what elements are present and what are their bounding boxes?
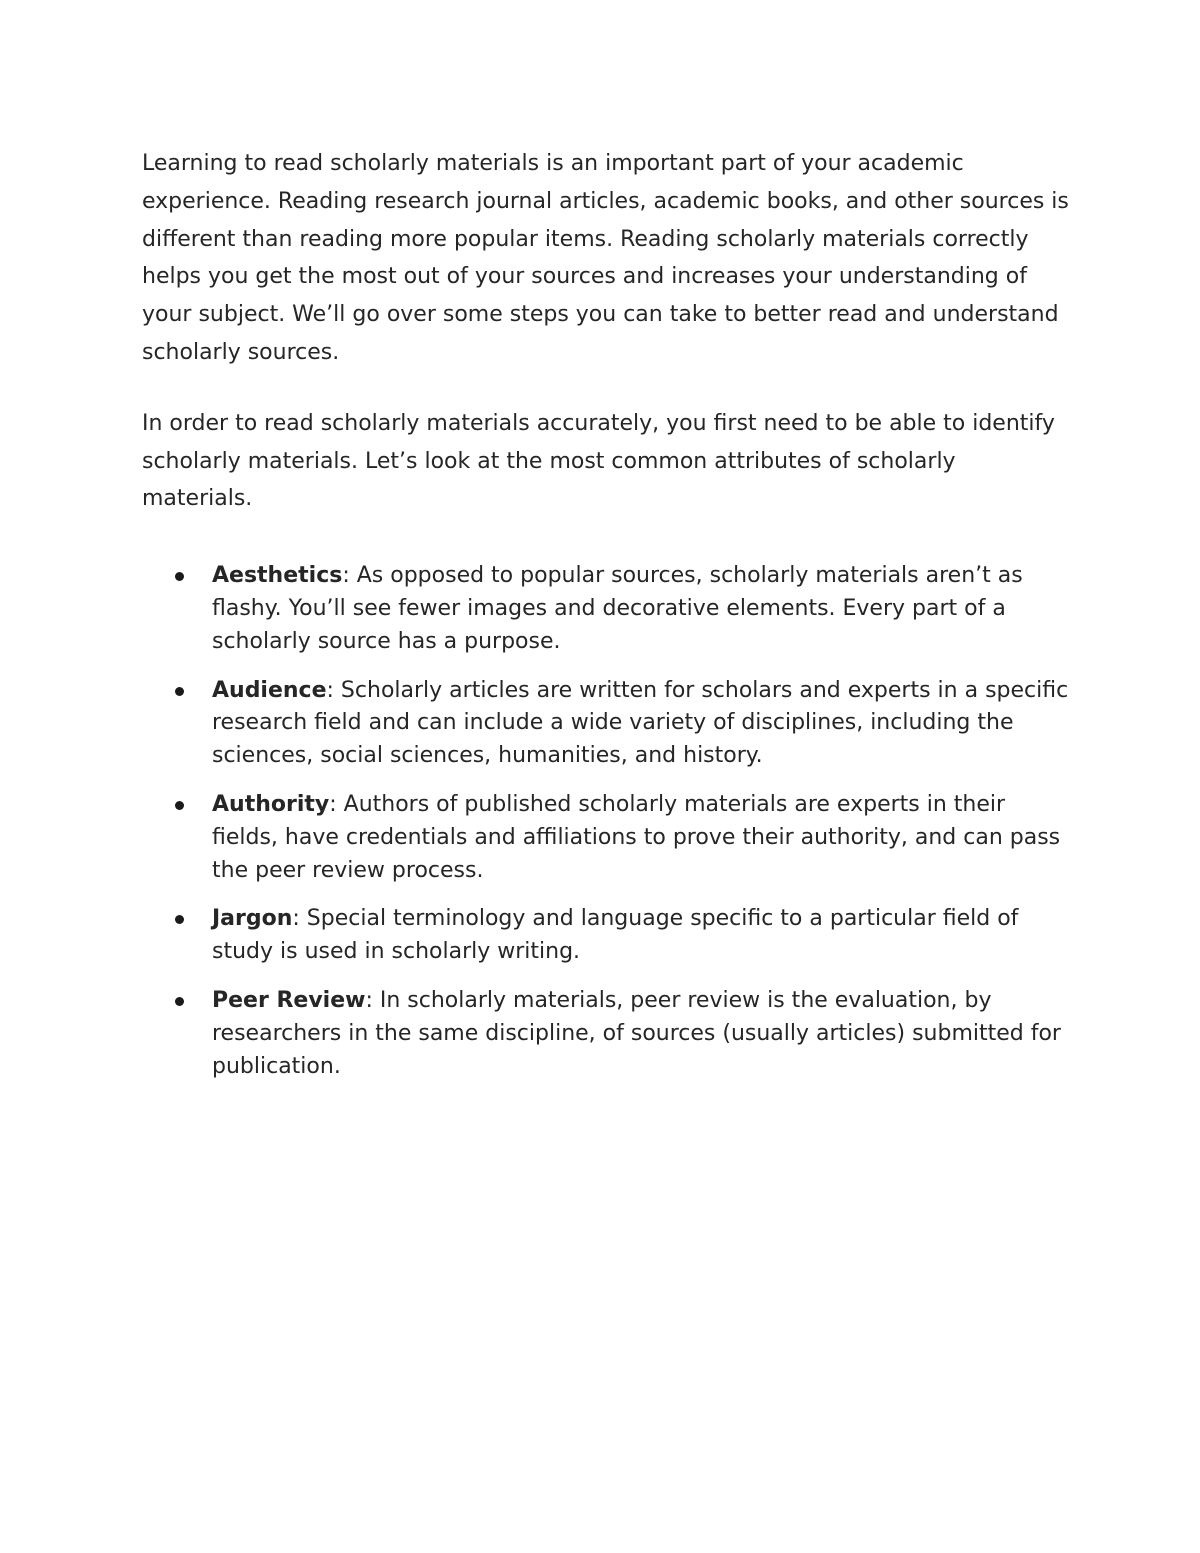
term-definition: : Scholarly articles are written for scholars and experts in a specific research field and can include a wide variety of disciplines, including the sciences, social sciences, humanities, and history. <box>212 677 1069 769</box>
term-definition: : Special terminology and language specific to a particular field of study is used in scholarly writing. <box>212 906 1019 965</box>
bullet-icon <box>175 687 184 696</box>
bullet-icon <box>175 915 184 924</box>
document-page <box>142 145 1072 1099</box>
term-label: Aesthetics <box>212 563 343 589</box>
list-item-audience <box>142 675 1072 773</box>
term-label: Jargon <box>212 906 293 932</box>
list-item-aesthetics <box>142 560 1072 658</box>
term-definition: : As opposed to popular sources, scholarly materials aren’t as flashy. You’ll see fewer images and decorative elements. Every part of a scholarly source has a purpose. <box>212 563 1023 654</box>
term-definition: : In scholarly materials, peer review is the evaluation, by researchers in the same discipline, of sources (usually articles) submitted for publication. <box>212 987 1061 1079</box>
intro-paragraph: Learning to read scholarly materials is an important part of your academic experience. Reading research journal articles, academic books, and other sources is different than reading more popular items. Reading scholarly materials correctly helps you get the most out of your sources and increases your understanding of your subject. We’ll go over some steps you can take to better read and understand scholarly sources. <box>142 151 1069 365</box>
attributes-list <box>142 560 1072 1083</box>
bullet-icon <box>175 572 184 581</box>
term-label: Peer Review <box>212 987 366 1013</box>
term-label: Audience <box>212 677 327 703</box>
list-item-peer-review <box>142 985 1072 1083</box>
bullet-icon <box>175 801 184 810</box>
list-item-jargon <box>142 903 1072 969</box>
bullet-icon <box>175 997 184 1006</box>
term-label: Authority <box>212 791 330 817</box>
list-item-authority <box>142 789 1072 887</box>
term-definition: : Authors of published scholarly materials are experts in their fields, have credentials and affiliations to prove their authority, and can pass the peer review process. <box>212 791 1061 883</box>
attributes-intro-paragraph: In order to read scholarly materials accurately, you first need to be able to identify scholarly materials. Let’s look at the most common attributes of scholarly materials. <box>142 410 1055 512</box>
